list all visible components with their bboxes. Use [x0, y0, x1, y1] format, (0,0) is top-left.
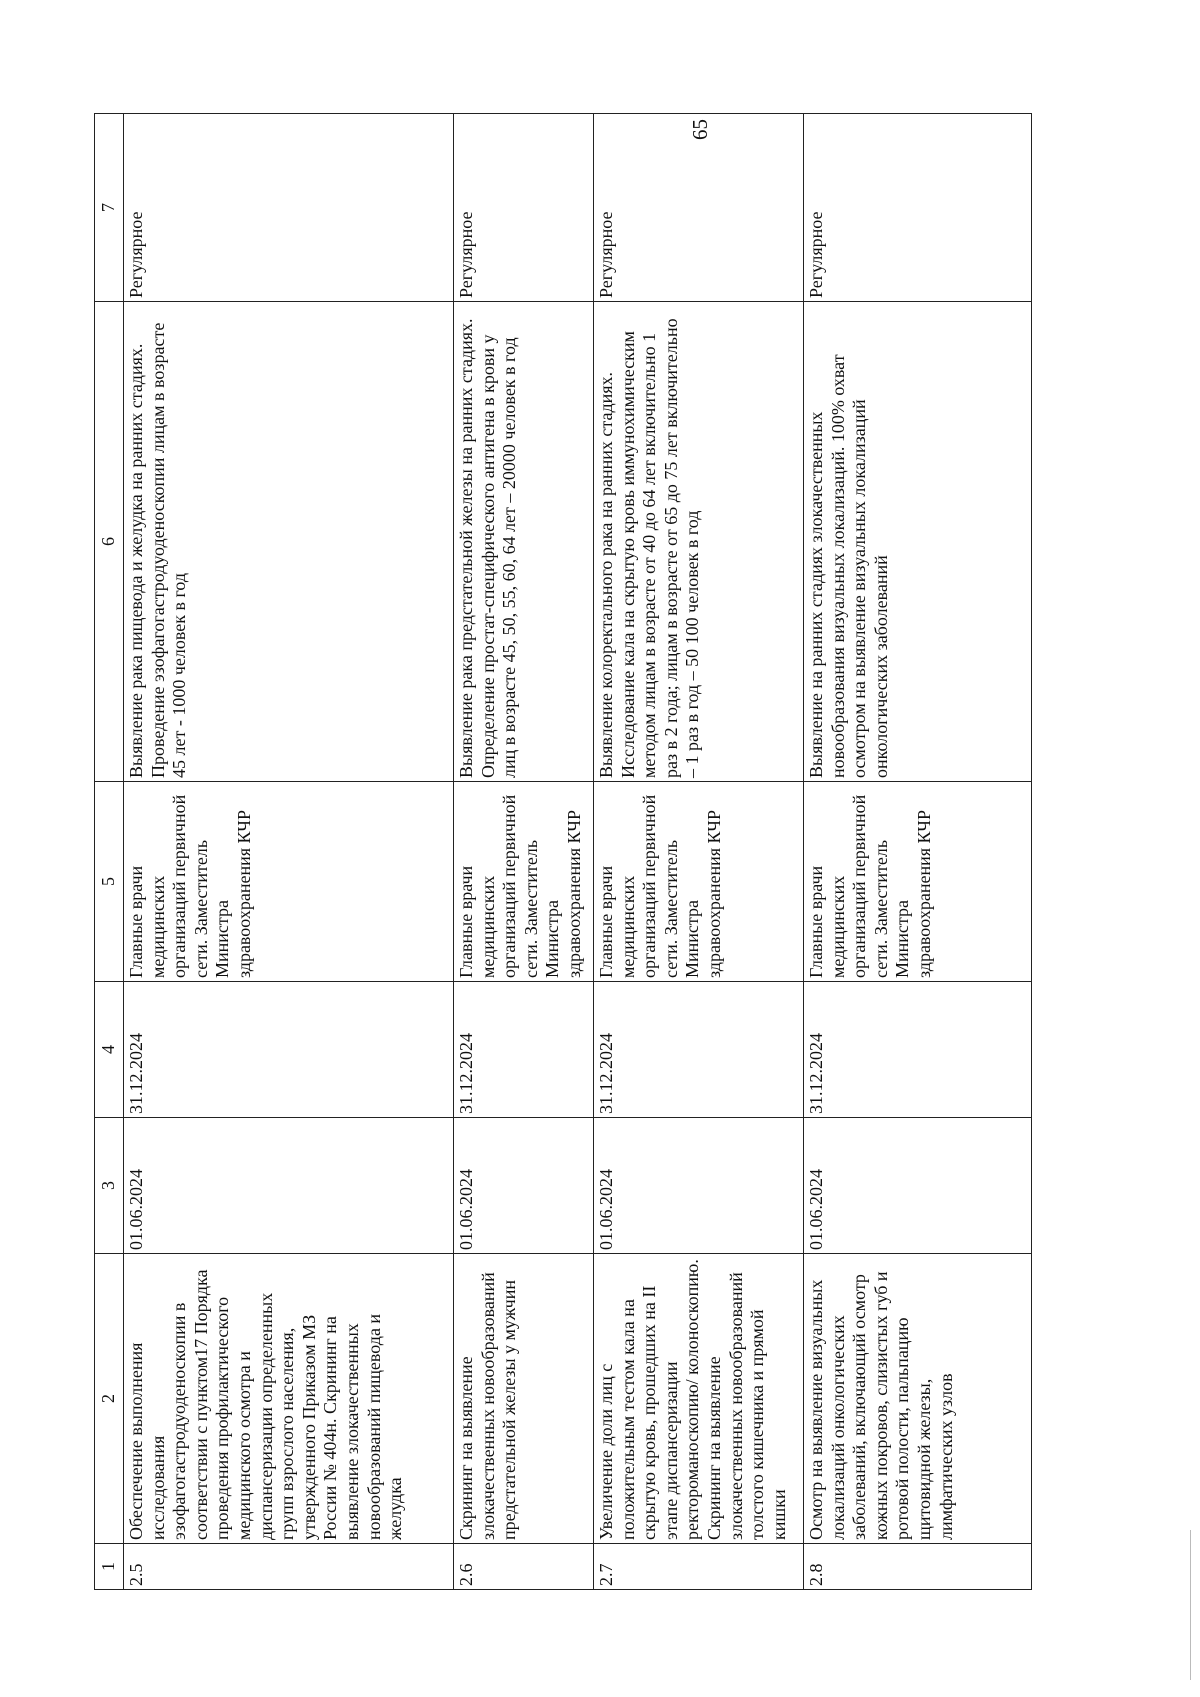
end-date-cell: 31.12.2024 [594, 982, 804, 1118]
page-number: 65 [688, 119, 712, 140]
col-header-6: 6 [95, 302, 124, 782]
col-header-5: 5 [95, 782, 124, 982]
col-header-1: 1 [95, 1544, 124, 1590]
event-cell: Обеспечение выполнения исследования эзофагогастродуоденоскопии в соответствии с пунктом17 Порядка проведения профилактического медицинского осмотра и диспансеризации определенных групп взрослого населения, утвержденного Приказом МЗ России № 404н. Скрининг на выявление злокачественных новообразований пищевода и желудка [124, 1254, 454, 1544]
table-row [454, 114, 594, 1590]
result-cell: Выявление колоректального рака на ранних стадиях. Исследование кала на скрытую кровь иммунохимическим методом лицам в возрасте от 40 до 64 лет включительно 1 раз в 2 года; лицам в возрасте от 65 до 75 лет включительно – 1 раз в год – 50 100 человек в год [594, 302, 804, 782]
col-header-4: 4 [95, 982, 124, 1118]
end-date-cell: 31.12.2024 [454, 982, 594, 1118]
event-cell: Осмотр на выявление визуальных локализаций онкологических заболеваний, включающий осмотр кожных покровов, слизистых губ и ротовой полости, пальпацию щитовидной железы, лимфатических узлов [804, 1254, 1032, 1544]
frequency-cell: Регулярное [804, 114, 1032, 302]
frequency-cell: Регулярное [454, 114, 594, 302]
responsible-cell: Главные врачи медицинских организаций первичной сети. Заместитель Министра здравоохранения КЧР [804, 782, 1032, 982]
result-cell: Выявление рака предстательной железы на ранних стадиях. Определение простат-специфического антигена в крови у лиц в возрасте 45, 50, 55, 60, 64 лет – 20000 человек в год [454, 302, 594, 782]
col-header-7: 7 [95, 114, 124, 302]
result-cell: Выявление рака пищевода и желудка на ранних стадиях. Проведение эзофагогастродуоденоскопии лицам в возрасте 45 лет - 1000 человек в год [124, 302, 454, 782]
start-date-cell: 01.06.2024 [804, 1118, 1032, 1254]
responsible-cell: Главные врачи медицинских организаций первичной сети. Заместитель Министра здравоохранения КЧР [124, 782, 454, 982]
start-date-cell: 01.06.2024 [594, 1118, 804, 1254]
frequency-cell: Регулярное [124, 114, 454, 302]
scan-edge-mark [1190, 1530, 1191, 1680]
responsible-cell: Главные врачи медицинских организаций первичной сети. Заместитель Министра здравоохранения КЧР [454, 782, 594, 982]
col-header-3: 3 [95, 1118, 124, 1254]
start-date-cell: 01.06.2024 [454, 1118, 594, 1254]
result-cell: Выявление на ранних стадиях злокачественных новообразования визуальных локализаций. 100% охват осмотром на выявление визуальных локализаций онкологических заболеваний [804, 302, 1032, 782]
col-header-2: 2 [95, 1254, 124, 1544]
table-row [594, 114, 804, 1590]
row-number: 2.7 [594, 1544, 804, 1590]
responsible-cell: Главные врачи медицинских организаций первичной сети. Заместитель Министра здравоохранения КЧР [594, 782, 804, 982]
end-date-cell: 31.12.2024 [804, 982, 1032, 1118]
table-row [804, 114, 1032, 1590]
rotated-table-container [94, 114, 1030, 1590]
header-row [95, 114, 124, 1590]
event-cell: Скрининг на выявление злокачественных новообразований предстательной железы у мужчин [454, 1254, 594, 1544]
event-cell: Увеличение доли лиц с положительным тестом кала на скрытую кровь, прошедших на II этапе диспансеризации ректороманоскопию/ колоноскопию. Скрининг на выявление злокачественных новообразований толстого кишечника и прямой кишки [594, 1254, 804, 1544]
end-date-cell: 31.12.2024 [124, 982, 454, 1118]
row-number: 2.6 [454, 1544, 594, 1590]
action-plan-table [94, 113, 1032, 1590]
row-number: 2.8 [804, 1544, 1032, 1590]
table-row [124, 114, 454, 1590]
frequency-cell: Регулярное [594, 114, 804, 302]
start-date-cell: 01.06.2024 [124, 1118, 454, 1254]
row-number: 2.5 [124, 1544, 454, 1590]
